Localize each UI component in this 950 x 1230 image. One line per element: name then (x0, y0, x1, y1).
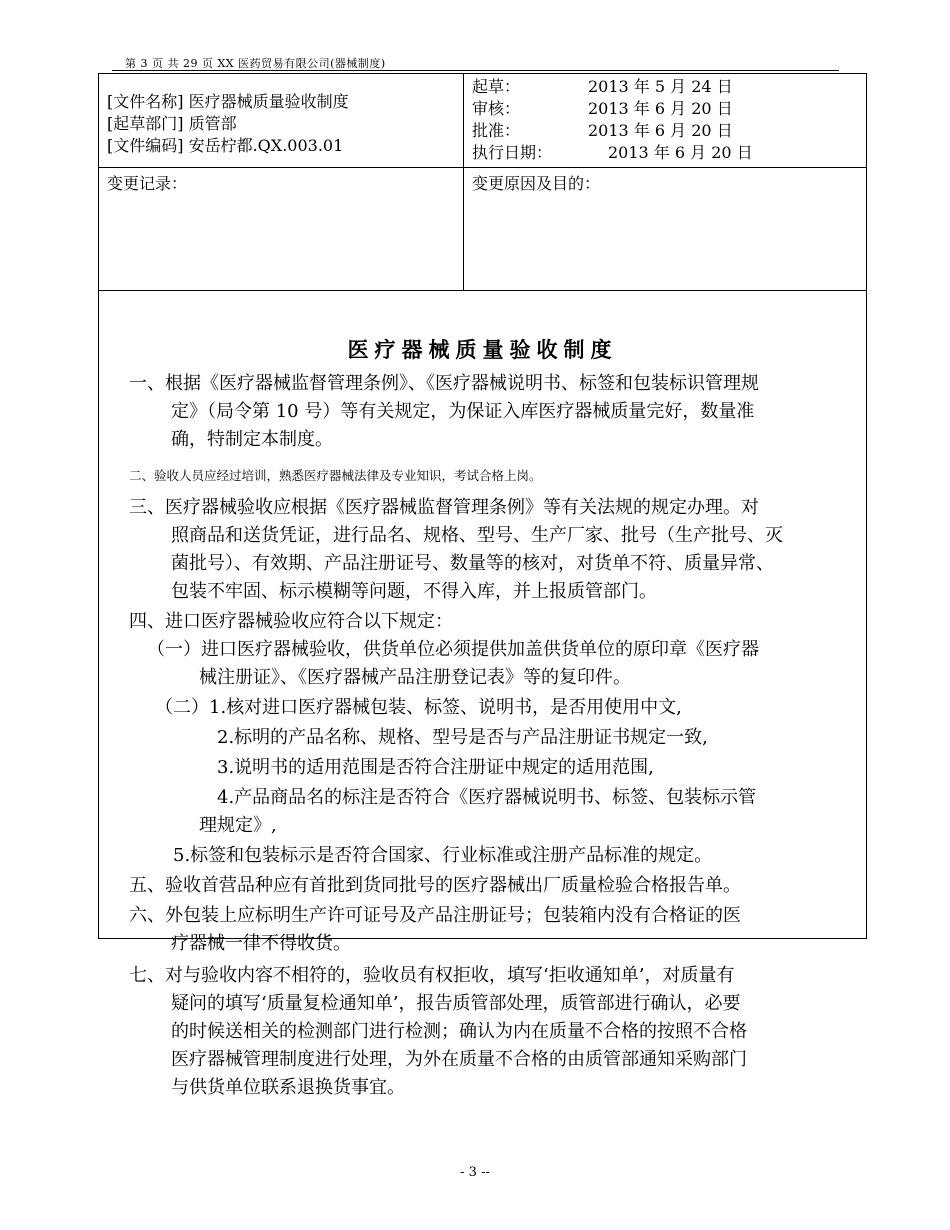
effective-date: 2013 年 6 月 20 日 (608, 143, 753, 162)
clause-4-2-item-1: （二）1.核对进口医疗器械包装、标签、说明书，是否用使用中文, (155, 697, 682, 718)
clause-3-line-4: 包装不牢固、标示模糊等问题，不得入库，并上报质管部门。 (171, 581, 657, 602)
running-header: 第 3 页 共 29 页 XX 医药贸易有限公司(器械制度) (125, 57, 386, 70)
clause-5: 五、验收首营品种应有首批到货同批号的医疗器械出厂质量检验合格报告单。 (129, 875, 741, 896)
clause-6-line-1: 六、外包装上应标明生产许可证号及产品注册证号；包装箱内没有合格证的医 (129, 905, 741, 926)
clause-7-line-3: 的时候送相关的检测部门进行检测；确认为内在质量不合格的按照不合格 (171, 1021, 747, 1042)
file-code-value: 安岳柠都.QX.003.01 (188, 136, 344, 155)
clause-4-2-item-2: 2.标明的产品名称、规格、型号是否与产品注册证书规定一致, (217, 727, 708, 748)
clause-7-line-4: 医疗器械管理制度进行处理，为外在质量不合格的由质管部通知采购部门 (171, 1049, 747, 1070)
file-code-label: [文件编码] (107, 136, 184, 155)
document-info (107, 91, 349, 157)
info-row (99, 74, 866, 168)
clause-1-line-2: 定》（局令第 10 号）等有关规定，为保证入库医疗器械质量完好，数量准 (171, 401, 755, 422)
review-date: 2013 年 6 月 20 日 (588, 99, 733, 118)
clause-1-line-3: 确，特制定本制度。 (171, 429, 333, 450)
clause-3-line-2: 照商品和送货凭证，进行品名、规格、型号、生产厂家、批号（生产批号、灭 (171, 525, 783, 546)
column-divider (463, 74, 464, 290)
draft-label: 起草： (472, 77, 521, 96)
header-rule (112, 70, 839, 71)
clause-4: 四、进口医疗器械验收应符合以下规定： (129, 611, 453, 632)
change-reason-label: 变更原因及目的： (472, 174, 601, 193)
approve-label: 批准： (472, 121, 521, 140)
file-name-label: [文件名称] (107, 92, 184, 111)
clause-3-line-1: 三、医疗器械验收应根据《医疗器械监督管理条例》等有关法规的规定办理。对 (129, 497, 759, 518)
draft-date: 2013 年 5 月 24 日 (588, 77, 733, 96)
clause-4-2-item-3: 3.说明书的适用范围是否符合注册证中规定的适用范围, (217, 757, 654, 778)
clause-4-2-item-4-line-1: 4.产品商品名的标注是否符合《医疗器械说明书、标签、包装标示管 (217, 787, 757, 808)
file-name-value: 医疗器械质量验收制度 (188, 92, 349, 111)
clause-4-2-item-4-line-2: 理规定》, (199, 815, 277, 836)
review-label: 审核： (472, 99, 521, 118)
change-row (99, 167, 866, 291)
clause-1-line-1: 一、根据《医疗器械监督管理条例》、《医疗器械说明书、标签和包装标识管理规 (129, 373, 759, 394)
approve-date: 2013 年 6 月 20 日 (588, 121, 733, 140)
change-record-label: 变更记录： (107, 174, 188, 193)
clause-4-1-line-2: 械注册证》、《医疗器械产品注册登记表》等的复印件。 (199, 667, 631, 688)
clause-2: 二、验收人员应经过培训，熟悉医疗器械法律及专业知识，考试合格上岗。 (129, 468, 542, 483)
page-number: - 3 -- (460, 1165, 490, 1180)
effective-date-label: 执行日期： (472, 143, 553, 162)
clause-4-2-item-5: 5.标签和包装标示是否符合国家、行业标准或注册产品标准的规定。 (173, 845, 713, 866)
clause-7-line-1: 七、对与验收内容不相符的，验收员有权拒收，填写‘拒收通知单’，对质量有 (129, 965, 735, 986)
clause-7-line-2: 疑问的填写‘质量复检通知单’，报告质管部处理，质管部进行确认，必要 (171, 993, 741, 1014)
clause-7-line-5: 与供货单位联系退换货事宜。 (171, 1077, 405, 1098)
drafting-dept-value: 质管部 (188, 114, 237, 133)
drafting-dept-label: [起草部门] (107, 114, 184, 133)
document-table (98, 73, 867, 1098)
policy-title: 医疗器械质量验收制度 (347, 338, 618, 362)
clause-3-line-3: 菌批号）、有效期、产品注册证号、数量等的核对，对货单不符、质量异常、 (171, 553, 774, 574)
approval-info (472, 76, 753, 164)
clause-6-line-2: 疗器械一律不得收货。 (171, 933, 351, 954)
clause-4-1-line-1: （一）进口医疗器械验收，供货单位必须提供加盖供货单位的原印章《医疗器 (147, 639, 759, 660)
